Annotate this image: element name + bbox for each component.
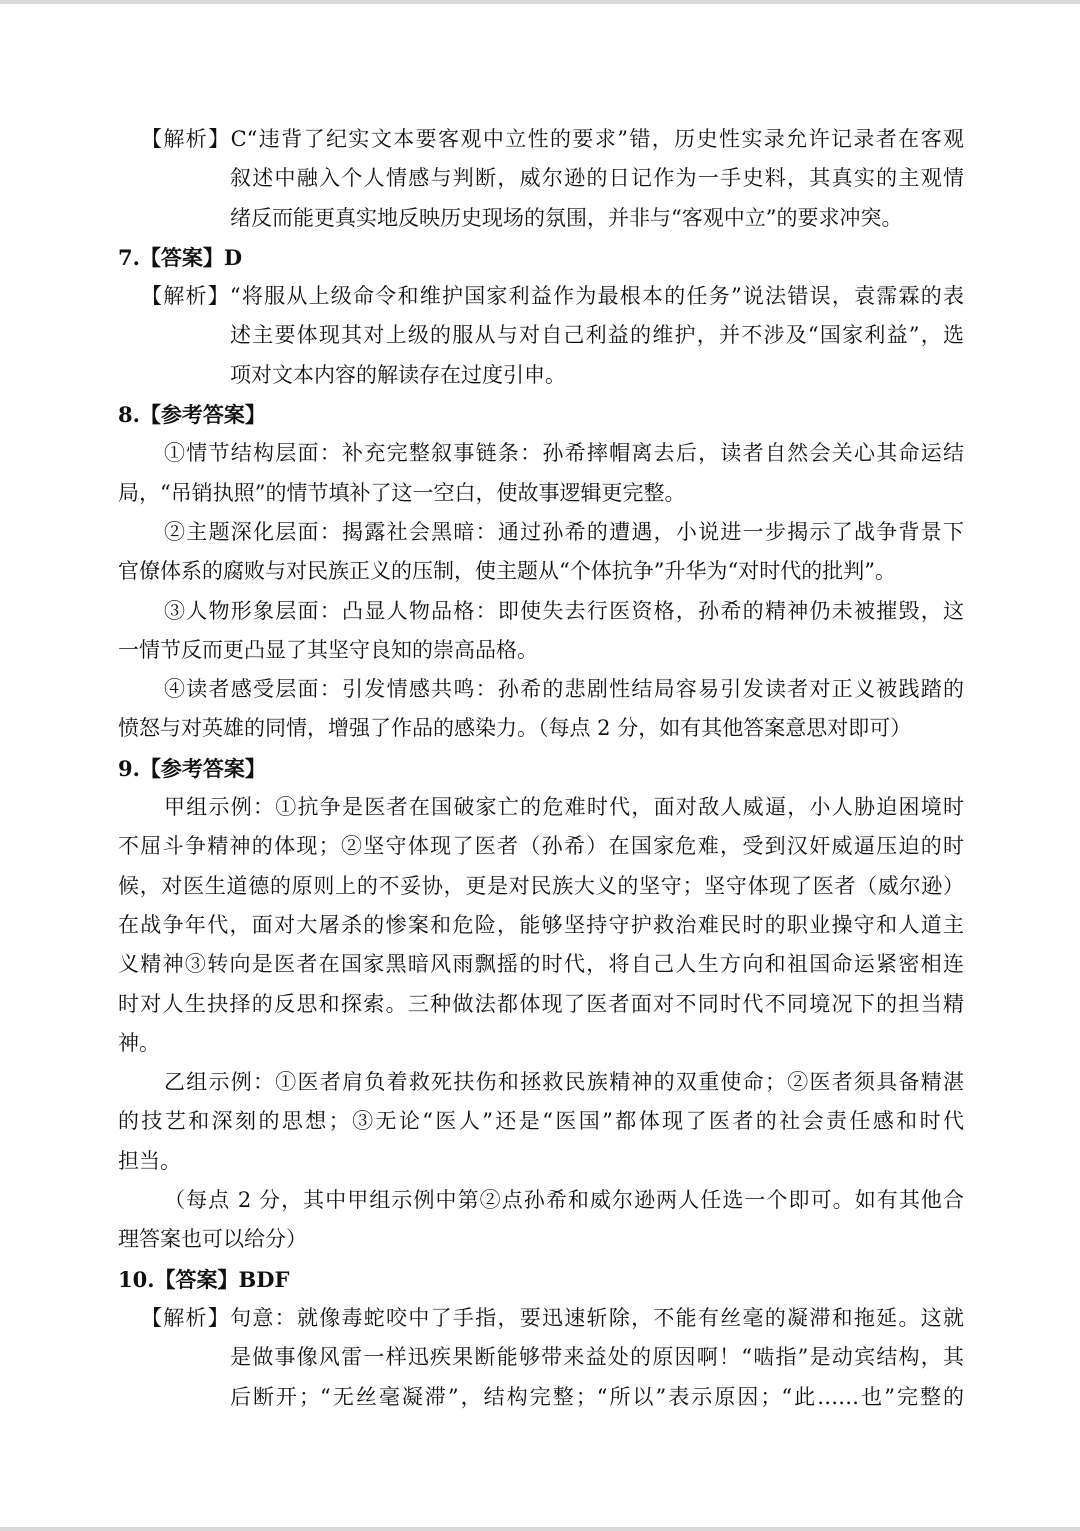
q9-group-b-line-2: 的技艺和深刻的思想；③无论“医人”还是“医国”都体现了医者的社会责任感和时代	[118, 1109, 964, 1134]
analysis-7-line-3: 项对文本内容的解读存在过度引申。	[230, 362, 566, 387]
analysis-6-line-2: 叙述中融入个人情感与判断，威尔逊的日记作为一手史料，其真实的主观情	[230, 166, 964, 191]
q8-point-1-line-2: 局，“吊销执照”的情节填补了这一空白，使故事逻辑更完整。	[118, 480, 686, 505]
q8-point-4-line-1: ④读者感受层面：引发情感共鸣：孙希的悲剧性结局容易引发读者对正义被践踏的	[164, 677, 964, 702]
question-8-heading: 8.【参考答案】	[118, 402, 266, 428]
q8-point-3-line-1: ③人物形象层面：凸显人物品格：即使失去行医资格，孙希的精神仍未被摧毁，这	[164, 598, 964, 623]
q9-scoring-line-2: 理答案也可以给分）	[118, 1227, 307, 1252]
q8-point-3-line-2: 一情节反而更凸显了其坚守良知的崇高品格。	[118, 637, 538, 662]
q9-group-a-line-6: 时对人生抉择的反思和探索。三种做法都体现了医者面对不同时代不同境况下的担当精	[118, 991, 964, 1016]
analysis-10-line-2: 是做事像风雷一样迅疾果断能够带来益处的原因啊！“啮指”是动宾结构，其	[230, 1345, 964, 1370]
q9-group-a-line-7: 神。	[118, 1030, 160, 1055]
analysis-6-line-1: 【解析】C“违背了纪实文本要客观中立性的要求”错，历史性实录允许记录者在客观	[141, 127, 964, 151]
q9-group-a-line-4: 在战争年代，面对大屠杀的惨案和危险，能够坚持守护救治难民时的职业操守和人道主	[118, 912, 964, 937]
q9-group-b-line-3: 担当。	[118, 1148, 181, 1173]
question-7-answer: 7.【答案】D	[118, 244, 243, 270]
q8-point-2-line-1: ②主题深化层面：揭露社会黑暗：通过孙希的遭遇，小说进一步揭示了战争背景下	[164, 519, 964, 544]
q8-point-2-line-2: 官僚体系的腐败与对民族正义的压制，使主题从“个体抗争”升华为“对时代的批判”。	[118, 559, 896, 584]
analysis-6-line-3: 绪反而能更真实地反映历史现场的氛围，并非与“客观中立”的要求冲突。	[230, 205, 903, 230]
q8-point-1-line-1: ①情节结构层面：补充完整叙事链条：孙希摔帽离去后，读者自然会关心其命运结	[164, 441, 964, 466]
q9-group-a-line-5: 义精神③转向是医者在国家黑暗风雨飘摇的时代，将自己人生方向和祖国命运紧密相连	[118, 952, 964, 977]
analysis-10-line-3: 后断开；“无丝毫凝滞”，结构完整；“所以”表示原因；“此……也”完整的	[230, 1384, 964, 1409]
page-bottom-edge	[0, 1527, 1080, 1531]
q9-group-a-line-2: 不屈斗争精神的体现；②坚守体现了医者（孙希）在国家危难，受到汉奸威逼压迫的时	[118, 834, 964, 859]
page-top-edge	[0, 0, 1080, 4]
q8-point-4-line-2: 愤怒与对英雄的同情，增强了作品的感染力。（每点 2 分，如有其他答案意思对即可）	[118, 716, 912, 741]
question-10-answer: 10.【答案】BDF	[118, 1266, 290, 1292]
q9-scoring-line-1: （每点 2 分，其中甲组示例中第②点孙希和威尔逊两人任选一个即可。如有其他合	[164, 1188, 964, 1213]
question-9-heading: 9.【参考答案】	[118, 755, 266, 781]
analysis-7-line-2: 述主要体现其对上级的服从与对自己利益的维护，并不涉及“国家利益”，选	[230, 323, 964, 348]
analysis-10-line-1: 【解析】句意：就像毒蛇咬中了手指，要迅速斩除，不能有丝毫的凝滞和拖延。这就	[141, 1305, 964, 1330]
document-body	[118, 120, 964, 1417]
analysis-7-line-1: 【解析】“将服从上级命令和维护国家利益作为最根本的任务”说法错误，袁霈霖的表	[141, 284, 964, 309]
q9-group-a-line-1: 甲组示例：①抗争是医者在国破家亡的危难时代，面对敌人威逼，小人胁迫困境时	[164, 795, 964, 820]
q9-group-b-line-1: 乙组示例：①医者肩负着救死扶伤和拯救民族精神的双重使命；②医者须具备精湛	[164, 1070, 964, 1095]
q9-group-a-line-3: 候，对医生道德的原则上的不妥协，更是对民族大义的坚守；坚守体现了医者（威尔逊）	[118, 873, 964, 898]
